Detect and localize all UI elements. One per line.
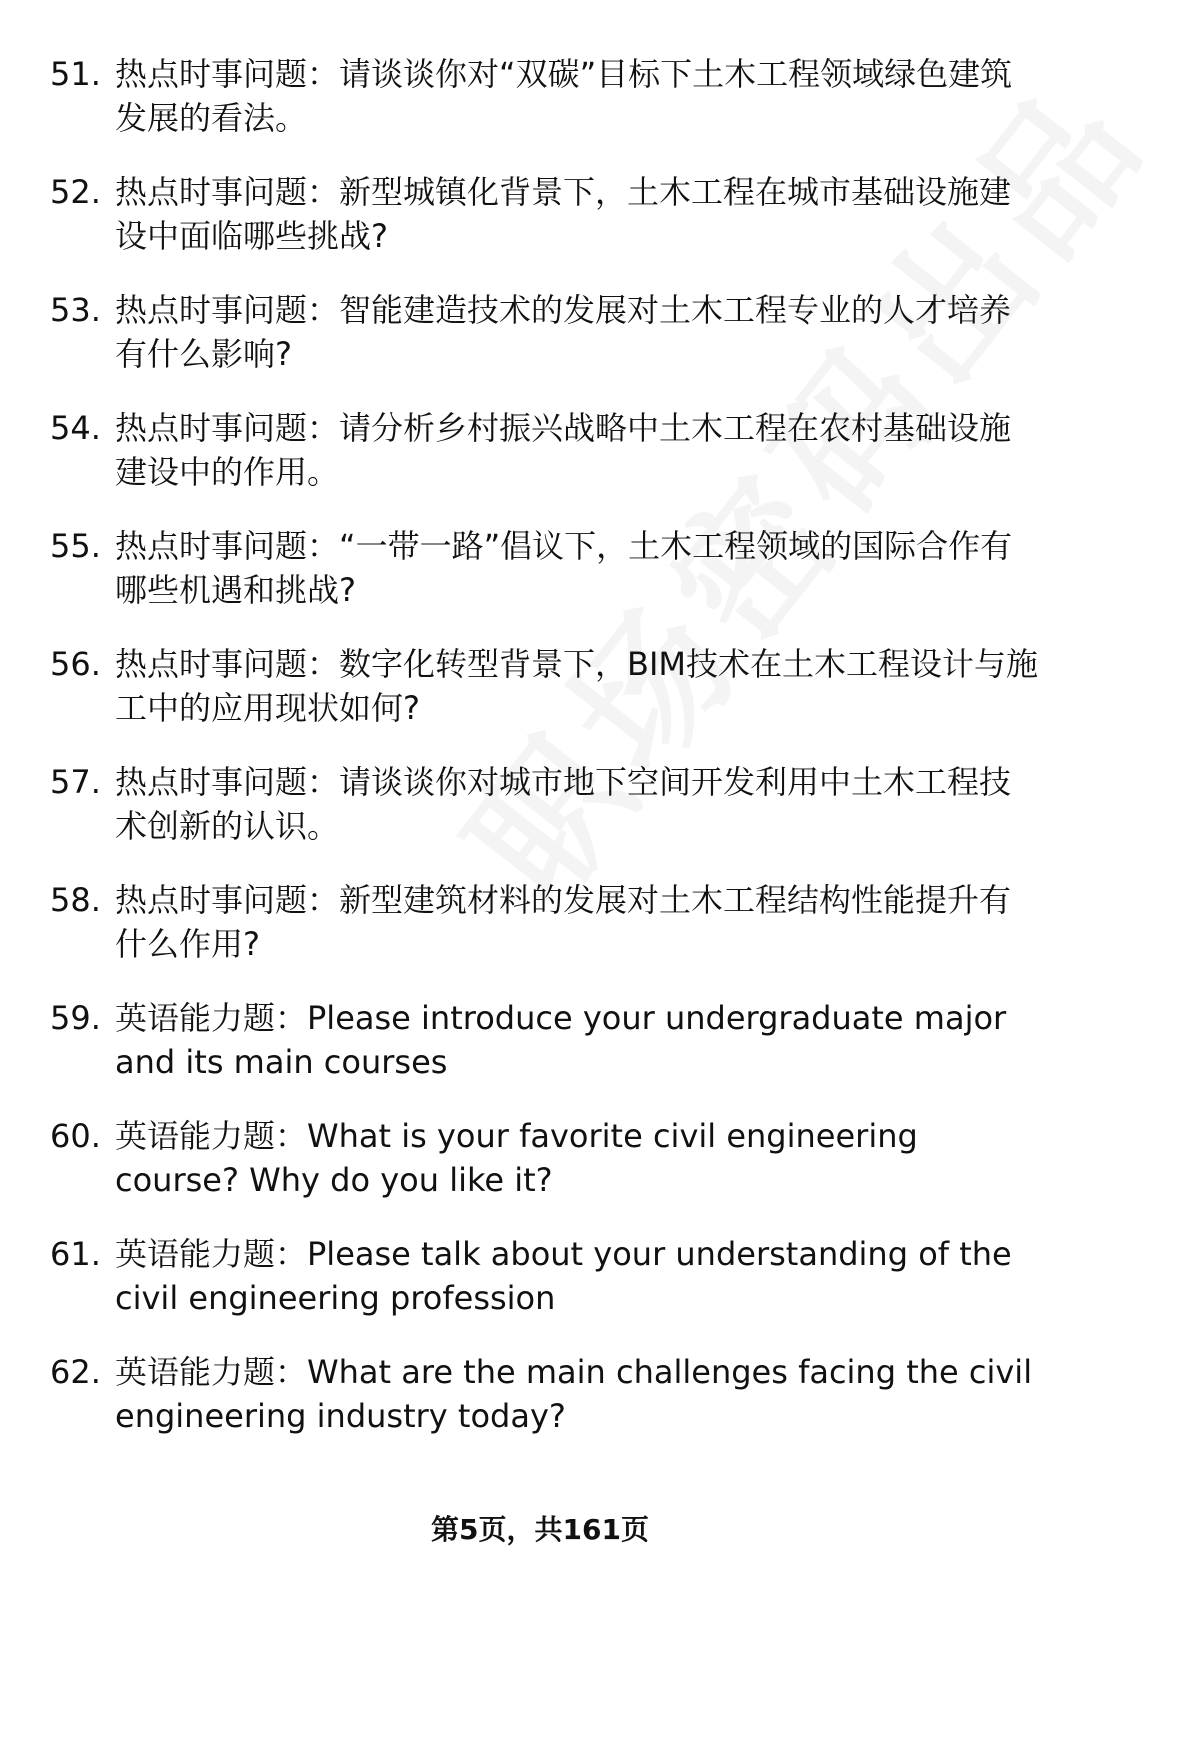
question-item-59 xyxy=(50,996,1040,1084)
question-text: 热点时事问题：智能建造技术的发展对土木工程专业的人才培养有什么影响? xyxy=(115,291,1012,373)
question-number: 55. xyxy=(50,527,101,565)
question-text: 热点时事问题：请谈谈你对“双碳”目标下土木工程领域绿色建筑发展的看法。 xyxy=(115,55,1013,137)
question-number: 54. xyxy=(50,409,101,447)
question-number: 52. xyxy=(50,173,101,211)
question-number: 51. xyxy=(50,55,101,93)
question-text: 英语能力题：Please introduce your undergraduate major and its main courses xyxy=(115,999,1007,1081)
question-number: 62. xyxy=(50,1353,101,1391)
question-item-54 xyxy=(50,406,1040,494)
question-number: 53. xyxy=(50,291,101,329)
question-number: 56. xyxy=(50,645,101,683)
question-text: 热点时事问题：新型建筑材料的发展对土木工程结构性能提升有什么作用? xyxy=(115,881,1012,963)
question-text: 热点时事问题：请分析乡村振兴战略中土木工程在农村基础设施建设中的作用。 xyxy=(115,409,1012,491)
question-item-53 xyxy=(50,288,1040,376)
question-number: 58. xyxy=(50,881,101,919)
question-text: 英语能力题：What is your favorite civil engineering course? Why do you like it? xyxy=(115,1117,918,1199)
question-text: 英语能力题：Please talk about your understanding of the civil engineering profession xyxy=(115,1235,1012,1317)
question-text: 热点时事问题：数字化转型背景下，BIM技术在土木工程设计与施工中的应用现状如何? xyxy=(115,645,1039,727)
question-item-52 xyxy=(50,170,1040,258)
question-item-55 xyxy=(50,524,1040,612)
question-item-58 xyxy=(50,878,1040,966)
question-item-51 xyxy=(50,52,1040,140)
question-item-60 xyxy=(50,1114,1040,1202)
question-item-61 xyxy=(50,1232,1040,1320)
question-text: 热点时事问题：“一带一路”倡议下，土木工程领域的国际合作有哪些机遇和挑战? xyxy=(115,527,1013,609)
question-number: 60. xyxy=(50,1117,101,1155)
question-list xyxy=(50,52,1040,1468)
page-footer: 第5页，共161页 xyxy=(431,1513,649,1546)
question-text: 英语能力题：What are the main challenges facing the civil engineering industry today? xyxy=(115,1353,1033,1435)
question-text: 热点时事问题：新型城镇化背景下，土木工程在城市基础设施建设中面临哪些挑战? xyxy=(115,173,1012,255)
question-number: 57. xyxy=(50,763,101,801)
question-text: 热点时事问题：请谈谈你对城市地下空间开发利用中土木工程技术创新的认识。 xyxy=(115,763,1012,845)
question-item-57 xyxy=(50,760,1040,848)
question-item-62 xyxy=(50,1350,1040,1438)
question-item-56 xyxy=(50,642,1040,730)
question-number: 59. xyxy=(50,999,101,1037)
question-number: 61. xyxy=(50,1235,101,1273)
